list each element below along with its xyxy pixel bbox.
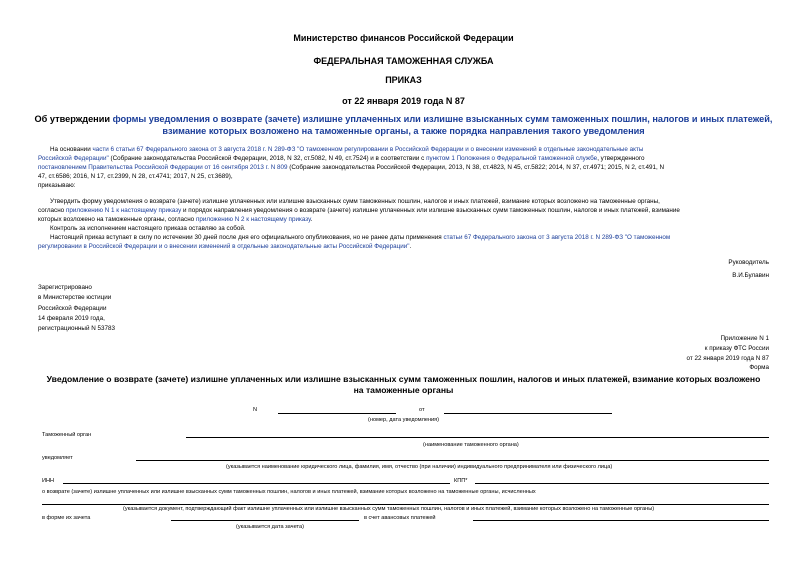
- form-title-line-2: на таможенные органы: [353, 385, 454, 395]
- ministry-heading: Министерство финансов Российской Федерации: [293, 33, 514, 43]
- customs-label: Таможенный орган: [42, 432, 92, 438]
- title-link-cont[interactable]: взимание которых возложено на таможенные органы, а также порядка направления такого уведомления: [162, 125, 645, 136]
- item-1-text: согласно: [38, 207, 66, 214]
- preamble-text-1: На основании: [50, 146, 93, 153]
- number-date-caption: (номер, дата уведомления): [368, 417, 440, 423]
- service-heading: ФЕДЕРАЛЬНАЯ ТАМОЖЕННАЯ СЛУЖБА: [313, 56, 494, 66]
- signature-name: В.И.Булавин: [732, 272, 769, 279]
- registration-line-3: Российской Федерации: [38, 304, 107, 312]
- signature-role: Руководитель: [728, 259, 769, 266]
- order-items: [38, 197, 773, 251]
- registration-line-5: регистрационный N 53783: [38, 325, 116, 333]
- from-label: от: [419, 407, 425, 413]
- number-field[interactable]: [278, 413, 396, 414]
- law-289-link-cont[interactable]: Российской Федерации": [38, 155, 109, 162]
- item-1-text-4: .: [310, 216, 313, 223]
- appendix-2-link[interactable]: приложению N 2 к настоящему приказу: [195, 216, 311, 223]
- date-field[interactable]: [444, 413, 612, 414]
- registration-block: [38, 283, 115, 334]
- recipient-field[interactable]: [136, 460, 769, 461]
- preamble-text-5: 47, ст.6586; 2016, N 17, ст.2399, N 28, ст.4741; 2017, N 25, ст.3689),: [38, 173, 233, 180]
- kpp-label: КПП*: [454, 478, 468, 484]
- kpp-field[interactable]: [475, 483, 769, 484]
- registration-line-2: в Министерстве юстиции: [38, 294, 112, 302]
- form-title-line-1: Уведомление о возврате (зачете) излишне уплаченных или излишне взысканных сумм таможенных пошлин, налогов и иных платежей, взимание которых возложено: [46, 374, 761, 384]
- item-1-text-2: и порядок направления уведомления о возврате (зачете) излишне уплаченных или излишне взысканных сумм таможенных пошлин, налогов и иных платежей, взимание: [181, 207, 680, 214]
- appendix-block: [686, 334, 769, 373]
- article-67-link-cont[interactable]: регулировании в Российской Федерации и о внесении изменений в отдельные законодательные акты Российской Федерации": [38, 243, 410, 250]
- item-1-line-1: Утвердить форму уведомления о возврате (зачете) излишне уплаченных или излишне взысканных сумм таможенных пошлин, налогов и иных платежей, взимание которых возложено на таможенные органы,: [50, 198, 660, 205]
- law-289-link[interactable]: части 6 статьи 67 Федерального закона от 3 августа 2018 г. N 289-ФЗ "О таможенном регулировании в Российской Федерации и о внесении изменений в отдельные законодательные акты: [92, 146, 644, 153]
- order-title: [0, 114, 807, 137]
- item-2: Контроль за исполнением настоящего приказа оставляю за собой.: [50, 225, 246, 232]
- form-title: [0, 374, 807, 396]
- refund-text: о возврате (зачете) излишне уплаченных или излишне взысканных сумм таможенных пошлин, налогов и иных платежей, взимание которых возложено на таможенные органы, исчисленных: [42, 489, 536, 495]
- signature-block: [728, 258, 769, 280]
- item-3-text: Настоящий приказ вступает в силу по истечении 30 дней после дня его официального опубликования, но не ранее даты применения: [50, 234, 444, 241]
- appendix-line-2: к приказу ФТС России: [704, 344, 769, 352]
- customs-caption: (наименование таможенного органа): [423, 442, 519, 448]
- appendix-1-link[interactable]: приложению N 1 к настоящему приказу: [65, 207, 182, 214]
- advance-label: в счет авансовых платежей: [364, 515, 436, 521]
- recipient-caption: (указывается наименование юридического лица, фамилия, имя, отчество (при наличии) индивидуального предпринимателя или физического лица): [226, 464, 613, 470]
- order-date-number: от 22 января 2019 года N 87: [342, 96, 465, 106]
- registration-line-4: 14 февраля 2019 года,: [38, 314, 105, 322]
- inn-label: ИНН: [42, 478, 55, 484]
- doc-type-heading: ПРИКАЗ: [385, 75, 422, 85]
- offset-date-caption: (указывается дата зачета): [236, 524, 304, 530]
- inn-field[interactable]: [63, 483, 450, 484]
- fts-regulation-link[interactable]: пунктом 1 Положения о Федеральной таможенной службе: [426, 155, 598, 162]
- advance-field[interactable]: [473, 520, 769, 521]
- notifies-label: уведомляет: [42, 455, 73, 461]
- government-decree-link[interactable]: постановлением Правительства Российской Федерации от 16 сентября 2013 г. N 809: [38, 164, 288, 171]
- preamble-text-3: , утвержденного: [597, 155, 645, 162]
- customs-field[interactable]: [186, 437, 769, 438]
- article-67-link[interactable]: статьи 67 Федерального закона от 3 августа 2018 г. N 289-ФЗ "О таможенном: [443, 234, 671, 241]
- registration-line-1: Зарегистрировано: [38, 284, 92, 291]
- appendix-line-3: от 22 января 2019 года N 87: [686, 354, 769, 362]
- preamble: [38, 145, 773, 190]
- item-3-text-2: .: [409, 243, 412, 250]
- preamble-order-word: приказываю:: [38, 182, 76, 189]
- offset-date-field[interactable]: [171, 520, 359, 521]
- offset-label: в форме их зачета: [42, 515, 91, 521]
- title-link[interactable]: формы уведомления о возврате (зачете) излишне уплаченных или излишне взысканных сумм таможенных пошлин, налогов и иных платежей,: [112, 114, 773, 124]
- document-caption: (указывается документ, подтверждающий факт излишне уплаченных или излишне взысканных сумм таможенных пошлин, налогов и иных платежей, взимание которых возложено на таможенные органы): [123, 506, 655, 512]
- number-label: N: [253, 407, 258, 413]
- item-1-text-3: которых возложено на таможенные органы, согласно: [38, 216, 196, 223]
- preamble-text-4: (Собрание законодательства Российской Федерации, 2013, N 38, ст.4823, N 45, ст.5822; 2014, N 37, ст.4971; 2015, N 2, ст.491, N: [287, 164, 665, 171]
- preamble-text-2: (Собрание законодательства Российской Федерации, 2018, N 32, ст.5082, N 49, ст.7524) и в соответствии с: [108, 155, 427, 162]
- appendix-line-1: Приложение N 1: [720, 335, 769, 342]
- title-prefix: Об утверждении: [34, 114, 113, 124]
- appendix-form-label: Форма: [749, 364, 769, 372]
